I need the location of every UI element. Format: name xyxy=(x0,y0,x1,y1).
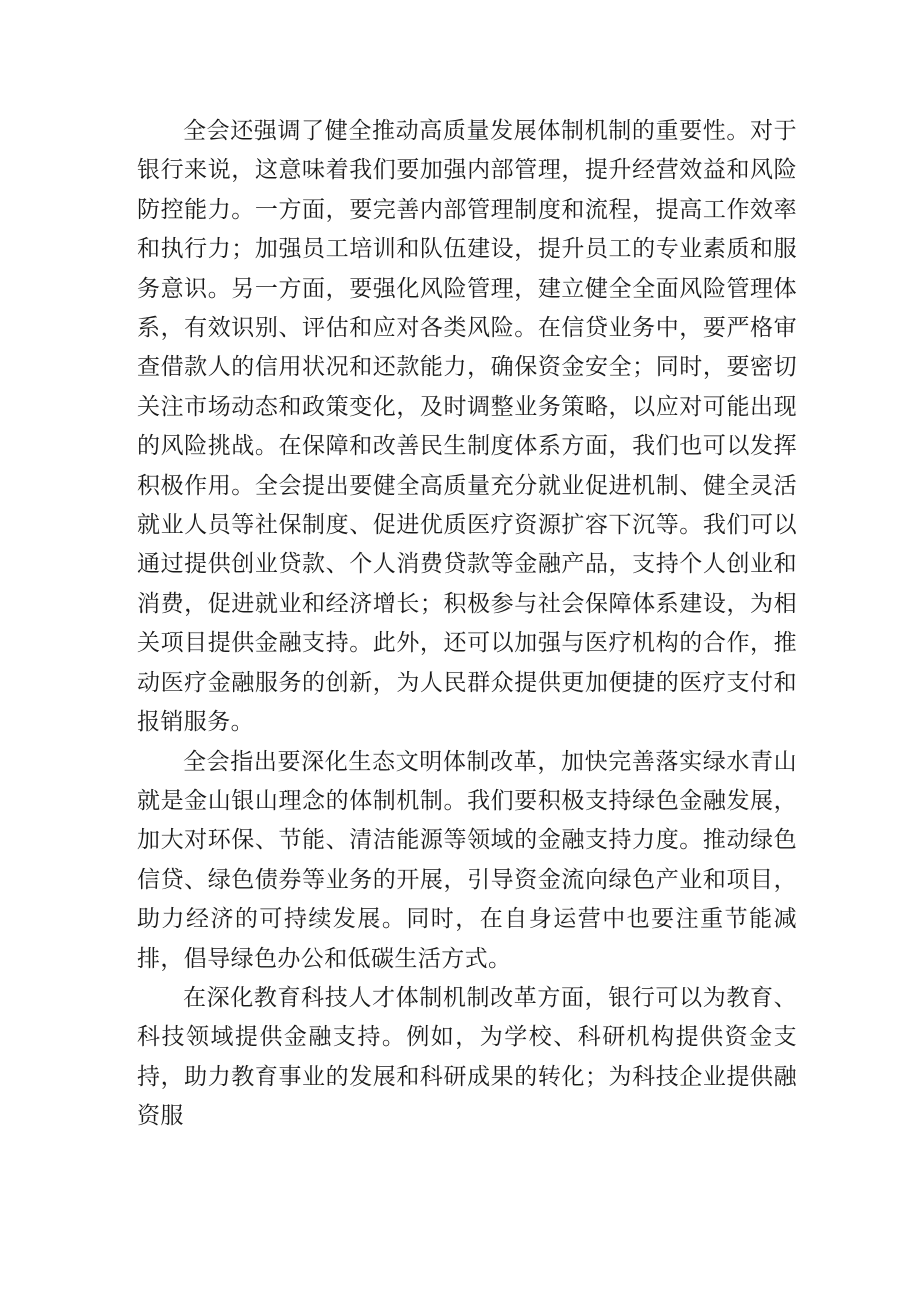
paragraph-1: 全会还强调了健全推动高质量发展体制机制的重要性。对于银行来说，这意味着我们要加强内部管理，提升经营效益和风险防控能力。一方面，要完善内部管理制度和流程，提高工作效率和执行力；加强员工培训和队伍建设，提升员工的专业素质和服务意识。另一方面，要强化风险管理，建立健全全面风险管理体系，有效识别、评估和应对各类风险。在信贷业务中，要严格审查借款人的信用状况和还款能力，确保资金安全；同时，要密切关注市场动态和政策变化，及时调整业务策略，以应对可能出现的风险挑战。在保障和改善民生制度体系方面，我们也可以发挥积极作用。全会提出要健全高质量充分就业促进机制、健全灵活就业人员等社保制度、促进优质医疗资源扩容下沉等。我们可以通过提供创业贷款、个人消费贷款等金融产品，支持个人创业和消费，促进就业和经济增长；积极参与社会保障体系建设，为相关项目提供金融支持。此外，还可以加强与医疗机构的合作，推动医疗金融服务的创新，为人民群众提供更加便捷的医疗支付和报销服务。 xyxy=(137,118,797,736)
paragraph-2: 全会指出要深化生态文明体制改革，加快完善落实绿水青山就是金山银山理念的体制机制。我们要积极支持绿色金融发展，加大对环保、节能、清洁能源等领域的金融支持力度。推动绿色信贷、绿色债券等业务的开展，引导资金流向绿色产业和项目，助力经济的可持续发展。同时，在自身运营中也要注重节能减排，倡导绿色办公和低碳生活方式。 xyxy=(137,748,797,972)
paragraph-3: 在深化教育科技人才体制机制改革方面，银行可以为教育、科技领域提供金融支持。例如，为学校、科研机构提供资金支持，助力教育事业的发展和科研成果的转化；为科技企业提供融资服 xyxy=(137,984,797,1130)
document-body xyxy=(137,112,797,1137)
